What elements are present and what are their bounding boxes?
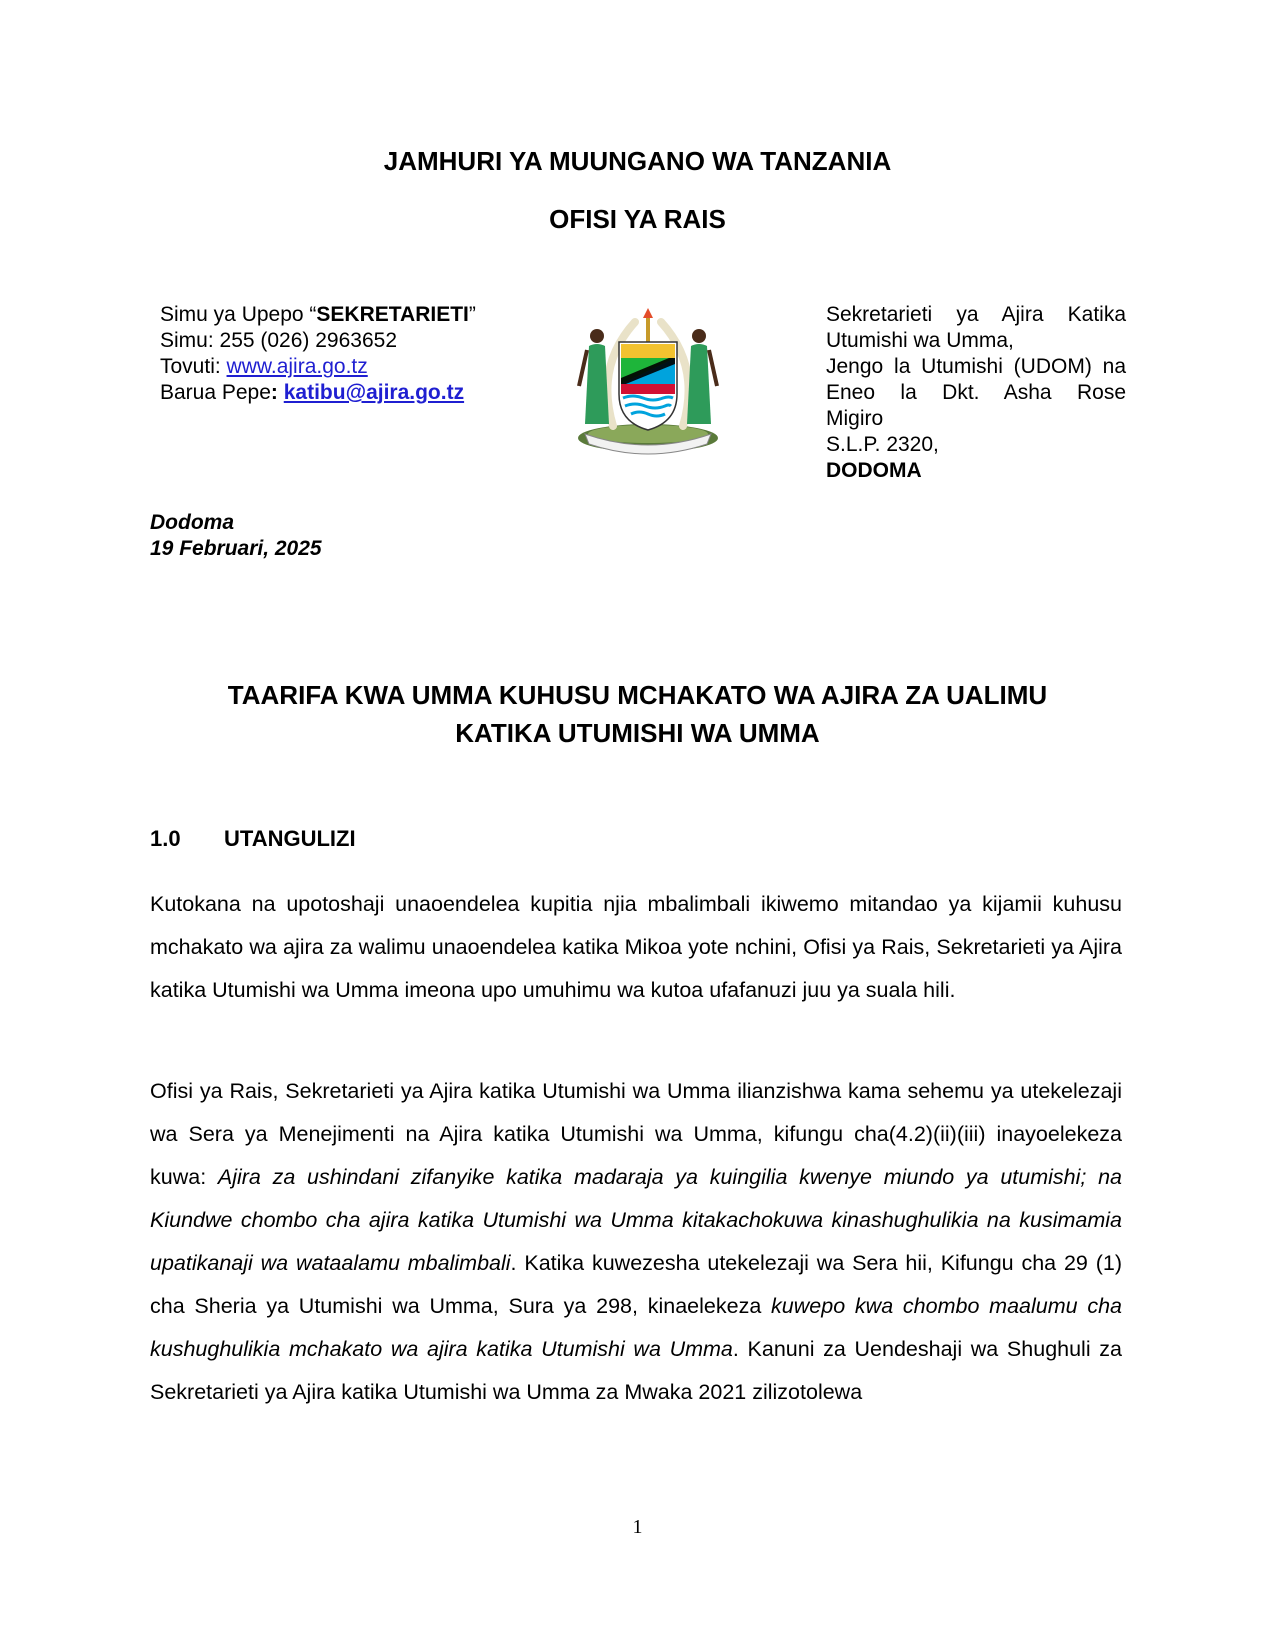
policy-quote: Ajira za ushindani zifanyike katika madaraja ya kuingilia kwenye miundo ya utumishi; na Kiundwe chombo cha ajira katika Utumishi wa Umma kitakachokuwa kinashughulikia na kusimamia upatikanaji wa wataalamu mbalimbali (150, 1165, 1122, 1275)
address-line: Sekretarieti ya Ajira Katika (826, 303, 1126, 326)
address-line: S.L.P. 2320, (826, 433, 939, 456)
law-quote: kuwepo kwa chombo maalumu cha kushughulikia mchakato wa ajira katika Utumishi wa Umma (150, 1294, 1123, 1361)
date-value: 19 Februari, 2025 (150, 537, 322, 560)
phone-line: Simu: 255 (026) 2963652 (160, 329, 397, 352)
address-line: Utumishi wa Umma, (826, 329, 1014, 352)
address-line: Eneo la Dkt. Asha Rose (826, 381, 1126, 404)
telegram-line: Simu ya Upepo “SEKRETARIETI” (160, 303, 476, 326)
section-number: 1.0 (150, 826, 181, 851)
address-line: Migiro (826, 407, 884, 430)
telegram-value: SEKRETARIETI (316, 303, 469, 326)
section-heading (150, 826, 356, 852)
email-link[interactable]: katibu@ajira.go.tz (283, 381, 465, 404)
header-republic: JAMHURI YA MUUNGANO WA TANZANIA (383, 146, 892, 176)
email-line: Barua Pepe: katibu@ajira.go.tz (160, 381, 465, 404)
section-title: UTANGULIZI (224, 826, 356, 851)
page-number: 1 (632, 1516, 643, 1538)
document-title: TAARIFA KWA UMMA KUHUSU MCHAKATO WA AJIRA ZA UALIMU KATIKA UTUMISHI WA UMMA (227, 680, 1048, 748)
tanzania-coat-of-arms-icon (573, 306, 723, 458)
address-city: DODOMA (826, 459, 922, 482)
contact-block (160, 302, 476, 406)
date-place: Dodoma (150, 511, 234, 534)
paragraph-intro: Kutokana na upotoshaji unaoendelea kupitia njia mbalimbali ikiwemo mitandao ya kijamii kuhusu mchakato wa ajira za walimu unaoendelea katika Mikoa yote nchini, Ofisi ya Rais, Sekretarieti ya Ajira katika Utumishi wa Umma imeona upo umuhimu wa kutoa ufafanuzi juu ya suala hili. (150, 892, 1122, 1002)
address-block (826, 302, 1126, 484)
date-block (150, 510, 322, 562)
header-office: OFISI YA RAIS (549, 204, 726, 234)
website-link[interactable]: www.ajira.go.tz (226, 355, 368, 378)
paragraph-background: Ofisi ya Rais, Sekretarieti ya Ajira katika Utumishi wa Umma ilianzishwa kama sehemu ya utekelezaji wa Sera ya Menejimenti na Ajira katika Utumishi wa Umma, kifungu cha(4.2)(ii)(iii) inayoelekeza kuwa: Ajira za ushindani zifanyike katika madaraja ya kuingilia kwenye miundo ya utumishi; na Kiundwe chombo cha ajira katika Utumishi wa Umma kitakachokuwa kinashughulikia na kusimamia upatikanaji wa wataalamu mbalimbali. Katika kuwezesha utekelezaji wa Sera hii, Kifungu cha 29 (1) cha Sheria ya Utumishi wa Umma, Sura ya 298, kinaelekeza kuwepo kwa chombo maalumu cha kushughulikia mchakato wa ajira katika Utumishi wa Umma. Kanuni za Uendeshaji wa Shughuli za Sekretarieti ya Ajira katika Utumishi wa Umma za Mwaka 2021 zilizotolewa (150, 1079, 1123, 1404)
website-line: Tovuti: www.ajira.go.tz (160, 355, 368, 378)
address-line: Jengo la Utumishi (UDOM) na (826, 355, 1126, 378)
